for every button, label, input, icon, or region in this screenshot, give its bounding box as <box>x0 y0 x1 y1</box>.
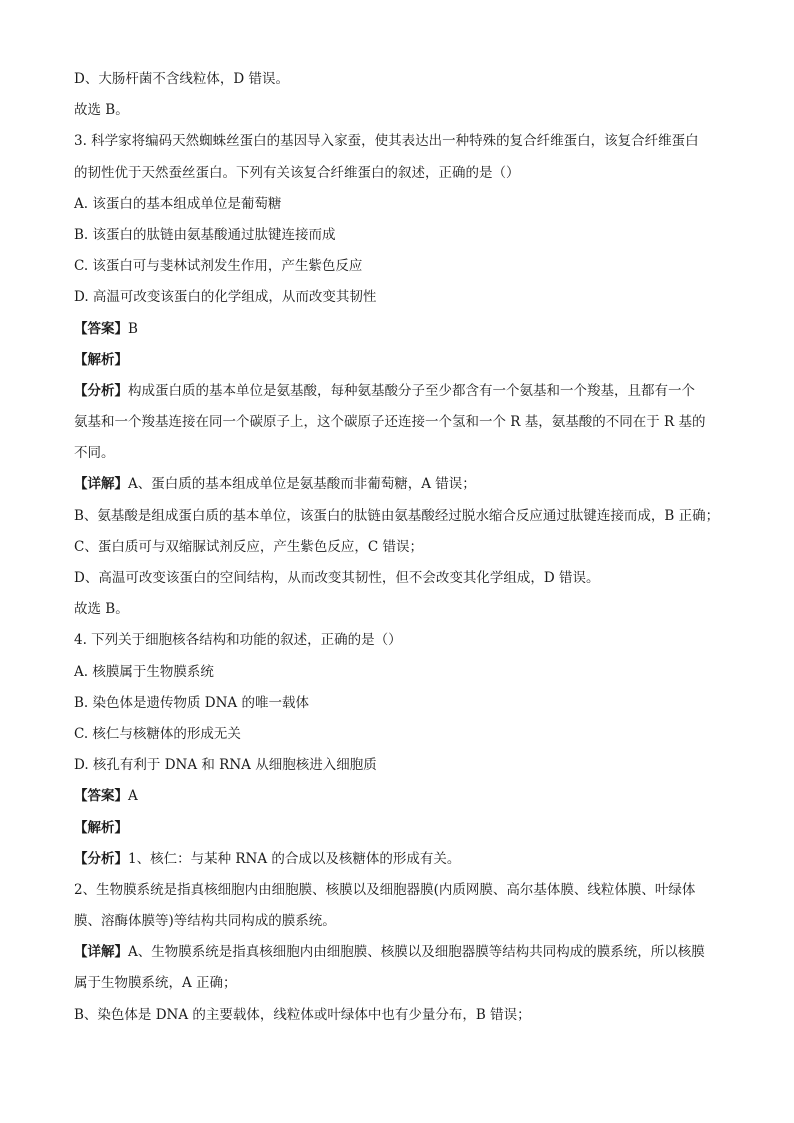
answer-line <box>74 314 724 345</box>
question-3-stem-cont: 的韧性优于天然蚕丝蛋白。下列有关该复合纤维蛋白的叙述，正确的是（） <box>74 164 520 181</box>
text-line: D、大肠杆菌不含线粒体，D 错误。 <box>74 71 289 87</box>
answer-line <box>74 781 724 812</box>
question-4-option-a: A. 核膜属于生物膜系统 <box>74 663 214 680</box>
question-4-stem: 4. 下列关于细胞核各结构和功能的叙述，正确的是（） <box>74 632 402 649</box>
text-line: 氨基和一个羧基连接在同一个碳原子上，这个碳原子还连接一个氢和一个 R 基，氨基酸的不同在于 R 基的 <box>74 414 706 431</box>
text-line: B、氨基酸是组成蛋白质的基本单位，该蛋白的肽链由氨基酸经过脱水缩合反应通过肽键连接而成，B 正确； <box>74 507 720 524</box>
detail-line <box>74 469 724 500</box>
text-line: 故选 B。 <box>74 102 129 119</box>
fenxi-tag: 【分析】 <box>74 382 128 399</box>
text-line: B、染色体是 DNA 的主要载体，线粒体或叶绿体中也有少量分布，B 错误； <box>74 1006 531 1023</box>
xiangjie-tag: 【详解】 <box>74 944 128 961</box>
text-line: 属于生物膜系统，A 正确； <box>74 975 237 992</box>
text-line: 故选 B。 <box>74 601 129 618</box>
analysis-heading <box>74 345 724 376</box>
question-3-option-c: C. 该蛋白可与斐林试剂发生作用，产生紫色反应 <box>74 258 363 275</box>
answer-value: A <box>128 788 138 805</box>
text-line: C、蛋白质可与双缩脲试剂反应，产生紫色反应，C 错误； <box>74 538 423 555</box>
answer-tag: 【答案】 <box>74 788 128 805</box>
question-4-option-d: D. 核孔有利于 DNA 和 RNA 从细胞核进入细胞质 <box>74 757 377 774</box>
analysis-tag: 【解析】 <box>74 819 128 836</box>
xiangjie-text: A、蛋白质的基本组成单位是氨基酸而非葡萄糖，A 错误； <box>128 476 476 493</box>
analysis-line <box>74 376 724 407</box>
question-4-option-c: C. 核仁与核糖体的形成无关 <box>74 725 241 742</box>
fenxi-tag: 【分析】 <box>74 850 128 867</box>
analysis-tag: 【解析】 <box>74 351 128 368</box>
fenxi-text: 构成蛋白质的基本单位是氨基酸，每种氨基酸分子至少都含有一个氨基和一个羧基，且都有一个 <box>128 382 695 399</box>
analysis-line <box>74 844 724 875</box>
text-line: 不同。 <box>74 445 115 462</box>
analysis-heading <box>74 813 724 844</box>
xiangjie-tag: 【详解】 <box>74 476 128 493</box>
detail-line <box>74 937 724 968</box>
text-line: D、高温可改变该蛋白的空间结构，从而改变其韧性，但不会改变其化学组成，D 错误。 <box>74 570 600 586</box>
xiangjie-text: A、生物膜系统是指真核细胞内由细胞膜、核膜以及细胞器膜等结构共同构成的膜系统，所以核膜 <box>128 944 705 961</box>
answer-value: B <box>128 320 138 337</box>
question-3-option-b: B. 该蛋白的肽链由氨基酸通过肽键连接而成 <box>74 226 336 243</box>
question-3-option-a: A. 该蛋白的基本组成单位是葡萄糖 <box>74 195 282 212</box>
question-4-option-b: B. 染色体是遗传物质 DNA 的唯一载体 <box>74 694 309 711</box>
question-3-option-d: D. 高温可改变该蛋白的化学组成，从而改变其韧性 <box>74 289 377 306</box>
text-line: 膜、溶酶体膜等)等结构共同构成的膜系统。 <box>74 913 336 930</box>
question-3-stem: 3. 科学家将编码天然蜘蛛丝蛋白的基因导入家蚕，使其表达出一种特殊的复合纤维蛋白，该复合纤维蛋白 <box>74 133 699 150</box>
fenxi-text: 1、核仁：与某种 RNA 的合成以及核糖体的形成有关。 <box>128 850 461 867</box>
answer-tag: 【答案】 <box>74 320 128 337</box>
document-page <box>74 64 724 1031</box>
text-line: 2、生物膜系统是指真核细胞内由细胞膜、核膜以及细胞器膜(内质网膜、高尔基体膜、线粒体膜、叶绿体 <box>74 881 696 898</box>
